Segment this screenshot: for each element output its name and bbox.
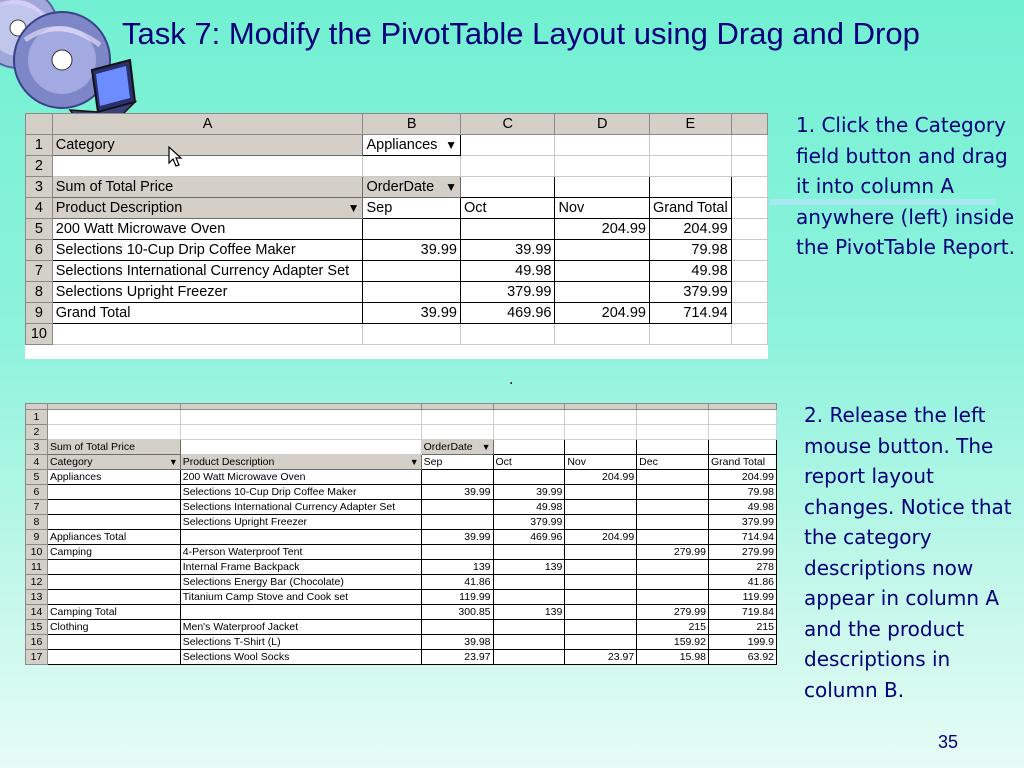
cell-text: Category	[49, 456, 93, 468]
cell[interactable]: 300.85	[421, 605, 493, 620]
cell[interactable]: 63.92	[709, 650, 777, 665]
field-button[interactable]	[47, 455, 180, 470]
cell[interactable]: Selections 10-Cup Drip Coffee Maker	[180, 485, 421, 500]
cell[interactable]	[731, 198, 767, 219]
cell[interactable]	[47, 635, 180, 650]
cell[interactable]: 15.98	[637, 650, 709, 665]
category-field-button[interactable]: Category	[52, 135, 363, 156]
cell[interactable]: 139	[493, 605, 565, 620]
cell[interactable]	[421, 515, 493, 530]
cell[interactable]: Selections Wool Socks	[180, 650, 421, 665]
cell[interactable]	[637, 575, 709, 590]
cell: Product Description	[55, 200, 183, 216]
row-header[interactable]: 10	[26, 324, 53, 345]
row-header[interactable]: 2	[26, 425, 48, 440]
row-header[interactable]: 3	[26, 440, 48, 455]
row-header[interactable]: 4	[26, 455, 48, 470]
cell[interactable]: 279.99	[637, 545, 709, 560]
cell[interactable]: Selections International Currency Adapter Set	[180, 500, 421, 515]
cell[interactable]: 79.98	[649, 240, 731, 261]
row-header[interactable]: 8	[26, 515, 48, 530]
cell[interactable]	[180, 605, 421, 620]
row-header[interactable]: 13	[26, 590, 48, 605]
cell[interactable]	[493, 410, 565, 425]
cell[interactable]	[363, 324, 461, 345]
cell[interactable]: 379.99	[649, 282, 731, 303]
cell[interactable]	[555, 324, 650, 345]
cell[interactable]: Sep	[363, 198, 461, 219]
cell[interactable]	[47, 650, 180, 665]
row-header[interactable]: 5	[26, 470, 48, 485]
cell[interactable]: 79.98	[709, 485, 777, 500]
cell[interactable]	[52, 156, 363, 177]
column-header[interactable]: A	[52, 114, 363, 135]
cell[interactable]: 139	[493, 560, 565, 575]
table-row	[26, 410, 777, 425]
cell[interactable]	[180, 530, 421, 545]
mouse-pointer-icon	[168, 146, 184, 168]
table-row	[26, 545, 777, 560]
row-header[interactable]: 1	[26, 410, 48, 425]
cell[interactable]: Selections T-Shirt (L)	[180, 635, 421, 650]
cell[interactable]: Men's Waterproof Jacket	[180, 620, 421, 635]
cell[interactable]	[47, 425, 180, 440]
cell[interactable]	[709, 410, 777, 425]
cell[interactable]: Oct	[493, 455, 565, 470]
cell[interactable]	[421, 620, 493, 635]
cell[interactable]	[555, 156, 650, 177]
dropdown-arrow-icon[interactable]: ▼	[168, 457, 178, 467]
cell[interactable]	[363, 261, 461, 282]
cell[interactable]: Nov	[565, 455, 637, 470]
row-header[interactable]: 17	[26, 650, 48, 665]
row-header[interactable]: 8	[26, 282, 53, 303]
cell[interactable]	[565, 410, 637, 425]
table-row	[26, 560, 777, 575]
cell[interactable]	[649, 135, 731, 156]
data-field-button[interactable]: Sum of Total Price	[47, 440, 180, 455]
separator-dot: .	[509, 372, 514, 388]
cell[interactable]	[637, 485, 709, 500]
cell[interactable]	[649, 156, 731, 177]
column-header[interactable]: E	[649, 114, 731, 135]
cell[interactable]	[637, 500, 709, 515]
cell[interactable]	[637, 560, 709, 575]
cell[interactable]	[47, 590, 180, 605]
cell[interactable]: Nov	[555, 198, 650, 219]
table-row	[26, 135, 768, 156]
cell[interactable]	[47, 500, 180, 515]
cell[interactable]	[363, 156, 461, 177]
cell[interactable]: Selections Energy Bar (Chocolate)	[180, 575, 421, 590]
table-row	[26, 198, 768, 219]
row-header[interactable]: 16	[26, 635, 48, 650]
cell[interactable]	[47, 410, 180, 425]
table-row	[26, 650, 777, 665]
table-row	[26, 485, 777, 500]
cell[interactable]	[421, 500, 493, 515]
table-row	[26, 470, 777, 485]
row-header[interactable]: 9	[26, 303, 53, 324]
cell[interactable]	[731, 282, 767, 303]
row-header[interactable]: 5	[26, 219, 53, 240]
cell[interactable]	[731, 240, 767, 261]
cell[interactable]	[565, 635, 637, 650]
cell[interactable]	[565, 500, 637, 515]
cell[interactable]: Selections International Currency Adapter Set	[52, 261, 363, 282]
table-row	[26, 219, 768, 240]
cell[interactable]: 200 Watt Microwave Oven	[52, 219, 363, 240]
table-row	[26, 575, 777, 590]
table-row	[26, 282, 768, 303]
cell: OrderDate	[366, 179, 435, 195]
cell[interactable]	[637, 410, 709, 425]
cell[interactable]	[180, 440, 421, 455]
cell[interactable]: 379.99	[493, 515, 565, 530]
cell[interactable]: 39.99	[460, 240, 555, 261]
table-row	[26, 440, 777, 455]
cell[interactable]	[637, 425, 709, 440]
row-header[interactable]: 4	[26, 198, 53, 219]
cell[interactable]	[565, 605, 637, 620]
table-row	[26, 635, 777, 650]
cell[interactable]	[180, 410, 421, 425]
cell[interactable]	[421, 410, 493, 425]
dropdown-arrow-icon[interactable]: ▼	[445, 180, 457, 194]
cell[interactable]	[649, 324, 731, 345]
cell[interactable]	[555, 282, 650, 303]
cell[interactable]: 41.86	[421, 575, 493, 590]
table-row	[26, 530, 777, 545]
cell-text: Product Description	[182, 456, 275, 468]
cell[interactable]: 49.98	[493, 500, 565, 515]
cell[interactable]: 39.99	[493, 485, 565, 500]
row-header[interactable]: 6	[26, 485, 48, 500]
cell[interactable]: 49.98	[709, 500, 777, 515]
cell[interactable]	[493, 590, 565, 605]
cell[interactable]: 215	[637, 620, 709, 635]
cell[interactable]	[709, 440, 777, 455]
cell[interactable]	[47, 485, 180, 500]
cell[interactable]: 469.96	[460, 303, 555, 324]
column-header[interactable]: C	[460, 114, 555, 135]
cell[interactable]: 39.99	[421, 485, 493, 500]
cell[interactable]: 39.98	[421, 635, 493, 650]
cell[interactable]: 49.98	[460, 261, 555, 282]
table-row	[26, 240, 768, 261]
cell[interactable]: 278	[709, 560, 777, 575]
table-row	[26, 156, 768, 177]
cell[interactable]: Sep	[421, 455, 493, 470]
table-row	[26, 590, 777, 605]
cell[interactable]	[493, 425, 565, 440]
cell[interactable]	[637, 515, 709, 530]
cell[interactable]	[493, 650, 565, 665]
cell[interactable]: 199.9	[709, 635, 777, 650]
cell[interactable]: 39.99	[363, 240, 461, 261]
cell[interactable]	[637, 470, 709, 485]
cell[interactable]: Camping	[47, 545, 180, 560]
cell[interactable]	[637, 590, 709, 605]
cell[interactable]	[460, 324, 555, 345]
cell[interactable]	[47, 575, 180, 590]
cell[interactable]	[460, 219, 555, 240]
cell[interactable]: 41.86	[709, 575, 777, 590]
cell[interactable]	[460, 177, 555, 198]
row-header[interactable]: 10	[26, 545, 48, 560]
column-header[interactable]: D	[555, 114, 650, 135]
cell[interactable]	[649, 177, 731, 198]
cell[interactable]	[637, 530, 709, 545]
row-header[interactable]: 1	[26, 135, 53, 156]
cell[interactable]: 159.92	[637, 635, 709, 650]
cell[interactable]	[421, 425, 493, 440]
row-header[interactable]: 3	[26, 177, 53, 198]
cell[interactable]	[731, 177, 767, 198]
cell[interactable]: Selections Upright Freezer	[52, 282, 363, 303]
cell[interactable]: Selections Upright Freezer	[180, 515, 421, 530]
cell[interactable]: 23.97	[421, 650, 493, 665]
cell[interactable]	[363, 282, 461, 303]
cell[interactable]	[47, 560, 180, 575]
cell[interactable]: 215	[709, 620, 777, 635]
cell[interactable]: 49.98	[649, 261, 731, 282]
cell[interactable]: 204.99	[565, 530, 637, 545]
cell[interactable]	[731, 156, 767, 177]
cell[interactable]	[460, 156, 555, 177]
table-row	[26, 261, 768, 282]
cell[interactable]: 23.97	[565, 650, 637, 665]
cell[interactable]	[709, 425, 777, 440]
cell[interactable]: Clothing	[47, 620, 180, 635]
cell[interactable]: 200 Watt Microwave Oven	[180, 470, 421, 485]
orderdate-field-button[interactable]	[363, 177, 461, 198]
cell[interactable]	[555, 261, 650, 282]
cell[interactable]: Dec	[637, 455, 709, 470]
row-header[interactable]: 6	[26, 240, 53, 261]
cell[interactable]: Grand Total	[649, 198, 731, 219]
cell[interactable]: 379.99	[709, 515, 777, 530]
cell[interactable]: 39.99	[421, 530, 493, 545]
cell[interactable]: Camping Total	[47, 605, 180, 620]
cell[interactable]	[421, 545, 493, 560]
product-description-field-button[interactable]	[52, 198, 363, 219]
cell[interactable]: 4-Person Waterproof Tent	[180, 545, 421, 560]
cell[interactable]: Oct	[460, 198, 555, 219]
table-row	[26, 515, 777, 530]
cell[interactable]	[731, 219, 767, 240]
cell[interactable]: Grand Total	[709, 455, 777, 470]
cell[interactable]: 119.99	[421, 590, 493, 605]
cell[interactable]	[180, 425, 421, 440]
step-1-caption: 1. Click the Category field button and drag it into column A anywhere (left) inside the PivotTable Report.	[796, 113, 1016, 259]
cell[interactable]: 119.99	[709, 590, 777, 605]
column-header[interactable]	[731, 114, 767, 135]
cell[interactable]: 204.99	[709, 470, 777, 485]
category-page-dropdown[interactable]	[363, 135, 461, 156]
dropdown-arrow-icon[interactable]: ▼	[409, 457, 419, 467]
cell[interactable]: 714.94	[709, 530, 777, 545]
cell[interactable]: 469.96	[493, 530, 565, 545]
cell[interactable]: Grand Total	[52, 303, 363, 324]
table-row	[26, 605, 777, 620]
cell[interactable]	[555, 177, 650, 198]
cell[interactable]	[493, 440, 565, 455]
cell[interactable]: 139	[421, 560, 493, 575]
row-header[interactable]: 7	[26, 500, 48, 515]
cell[interactable]	[637, 440, 709, 455]
cell[interactable]	[421, 470, 493, 485]
row-header[interactable]: 14	[26, 605, 48, 620]
cell[interactable]: 279.99	[709, 545, 777, 560]
cell[interactable]	[565, 575, 637, 590]
field-button[interactable]	[421, 440, 493, 455]
cell[interactable]: Titanium Camp Stove and Cook set	[180, 590, 421, 605]
step-2-caption: 2. Release the left mouse button. The report layout changes. Notice that the category descriptions now appear in column A and the product descriptions in column B.	[804, 403, 1012, 702]
cell[interactable]	[565, 440, 637, 455]
cell[interactable]	[493, 635, 565, 650]
cell[interactable]	[493, 470, 565, 485]
cell[interactable]	[493, 620, 565, 635]
cell[interactable]: 204.99	[649, 219, 731, 240]
cell[interactable]: Appliances Total	[47, 530, 180, 545]
field-button[interactable]	[180, 455, 421, 470]
dropdown-arrow-icon[interactable]: ▼	[481, 442, 491, 452]
column-header[interactable]: B	[363, 114, 461, 135]
cell[interactable]: Appliances	[47, 470, 180, 485]
cell[interactable]: 714.94	[649, 303, 731, 324]
table-row	[26, 620, 777, 635]
cell[interactable]	[52, 324, 363, 345]
dropdown-arrow-icon[interactable]: ▼	[445, 138, 457, 152]
cell[interactable]: Internal Frame Backpack	[180, 560, 421, 575]
row-header[interactable]: 12	[26, 575, 48, 590]
table-row	[26, 303, 768, 324]
cell[interactable]	[460, 135, 555, 156]
table-row	[26, 324, 768, 345]
table-row	[26, 500, 777, 515]
cell[interactable]	[555, 240, 650, 261]
dropdown-arrow-icon[interactable]: ▼	[347, 201, 360, 215]
cell[interactable]: 204.99	[565, 470, 637, 485]
cell[interactable]: 39.99	[363, 303, 461, 324]
cell[interactable]: 719.84	[709, 605, 777, 620]
cell[interactable]	[47, 515, 180, 530]
pivot-table-before	[25, 113, 768, 359]
slide-title: Task 7: Modify the PivotTable Layout using Drag and Drop	[122, 16, 920, 51]
cell: Appliances	[366, 137, 438, 153]
cell[interactable]	[565, 515, 637, 530]
cell[interactable]: Selections 10-Cup Drip Coffee Maker	[52, 240, 363, 261]
cell[interactable]	[731, 261, 767, 282]
cell[interactable]	[565, 545, 637, 560]
cell[interactable]: 379.99	[460, 282, 555, 303]
table-row	[26, 455, 777, 470]
row-header[interactable]: 15	[26, 620, 48, 635]
cell[interactable]	[493, 545, 565, 560]
select-all-corner[interactable]	[26, 114, 53, 135]
row-header[interactable]: 7	[26, 261, 53, 282]
cell[interactable]	[363, 219, 461, 240]
table-row	[26, 177, 768, 198]
page-number: 35	[938, 732, 959, 752]
cell[interactable]: 204.99	[555, 303, 650, 324]
cell[interactable]	[565, 560, 637, 575]
cell[interactable]	[565, 590, 637, 605]
cell[interactable]	[731, 303, 767, 324]
cell-text: OrderDate	[423, 441, 473, 453]
cell[interactable]: 204.99	[555, 219, 650, 240]
pivot-table-after	[25, 403, 777, 665]
row-header[interactable]: 2	[26, 156, 53, 177]
cell[interactable]: 279.99	[637, 605, 709, 620]
table-row	[26, 425, 777, 440]
cd-laptop-decoration	[0, 0, 140, 125]
cell[interactable]	[493, 575, 565, 590]
cell[interactable]	[555, 135, 650, 156]
row-header[interactable]: 11	[26, 560, 48, 575]
cell[interactable]	[565, 620, 637, 635]
cell[interactable]	[731, 324, 767, 345]
cell[interactable]	[565, 425, 637, 440]
cell[interactable]	[731, 135, 767, 156]
row-header[interactable]: 9	[26, 530, 48, 545]
data-field-button[interactable]: Sum of Total Price	[52, 177, 363, 198]
cell[interactable]	[565, 485, 637, 500]
